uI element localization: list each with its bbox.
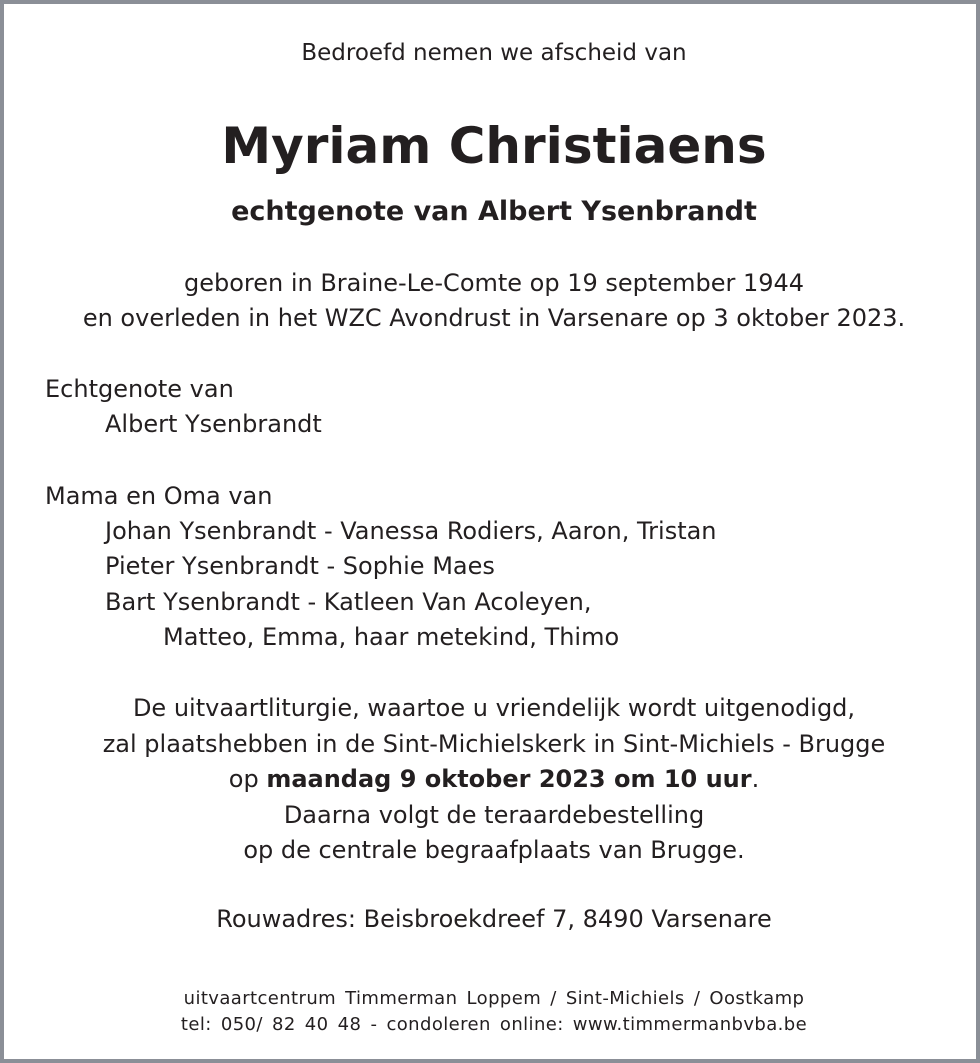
funeral-home-footer <box>4 986 980 1038</box>
service-date-prefix: op <box>228 765 267 793</box>
footer-contact-line: tel: 050/ 82 40 48 - condoleren online: www.timmermanbvba.be <box>180 1014 808 1035</box>
service-line: De uitvaartliturgie, waartoe u vriendelijk wordt uitgenodigd, <box>132 694 856 722</box>
family-line: Johan Ysenbrandt - Vanessa Rodiers, Aaron, Tristan <box>105 517 717 545</box>
birth-line: geboren in Braine-Le-Comte op 19 september 1944 <box>183 269 805 297</box>
family-line: Pieter Ysenbrandt - Sophie Maes <box>105 552 495 580</box>
family-line-continuation: Matteo, Emma, haar metekind, Thimo <box>163 623 620 651</box>
birth-death-details <box>4 266 980 336</box>
intro-text: Bedroefd nemen we afscheid van <box>301 40 687 66</box>
service-date-line <box>4 762 980 798</box>
spouse-heading: Echtgenote van <box>45 375 234 403</box>
footer-line: uitvaartcentrum Timmerman Loppem / Sint-Michiels / Oostkamp <box>183 988 805 1009</box>
deceased-name: Myriam Christiaens <box>221 117 767 175</box>
service-date: maandag 9 oktober 2023 om 10 uur <box>266 765 752 793</box>
service-line: Daarna volgt de teraardebestelling <box>283 800 705 829</box>
death-line: en overleden in het WZC Avondrust in Varsenare op 3 oktober 2023. <box>82 304 906 332</box>
family-line: Bart Ysenbrandt - Katleen Van Acoleyen, <box>105 588 592 616</box>
mourning-address: Rouwadres: Beisbroekdreef 7, 8490 Varsenare <box>216 905 772 933</box>
funeral-service-details <box>4 691 980 869</box>
family-heading: Mama en Oma van <box>45 482 273 510</box>
spouse-subtitle: echtgenote van Albert Ysenbrandt <box>231 196 757 227</box>
service-line: zal plaatshebben in de Sint-Michielskerk in Sint-Michiels - Brugge <box>102 729 886 758</box>
service-line: op de centrale begraafplaats van Brugge. <box>243 836 745 864</box>
spouse-name: Albert Ysenbrandt <box>105 410 322 438</box>
service-date-suffix: . <box>751 765 760 793</box>
